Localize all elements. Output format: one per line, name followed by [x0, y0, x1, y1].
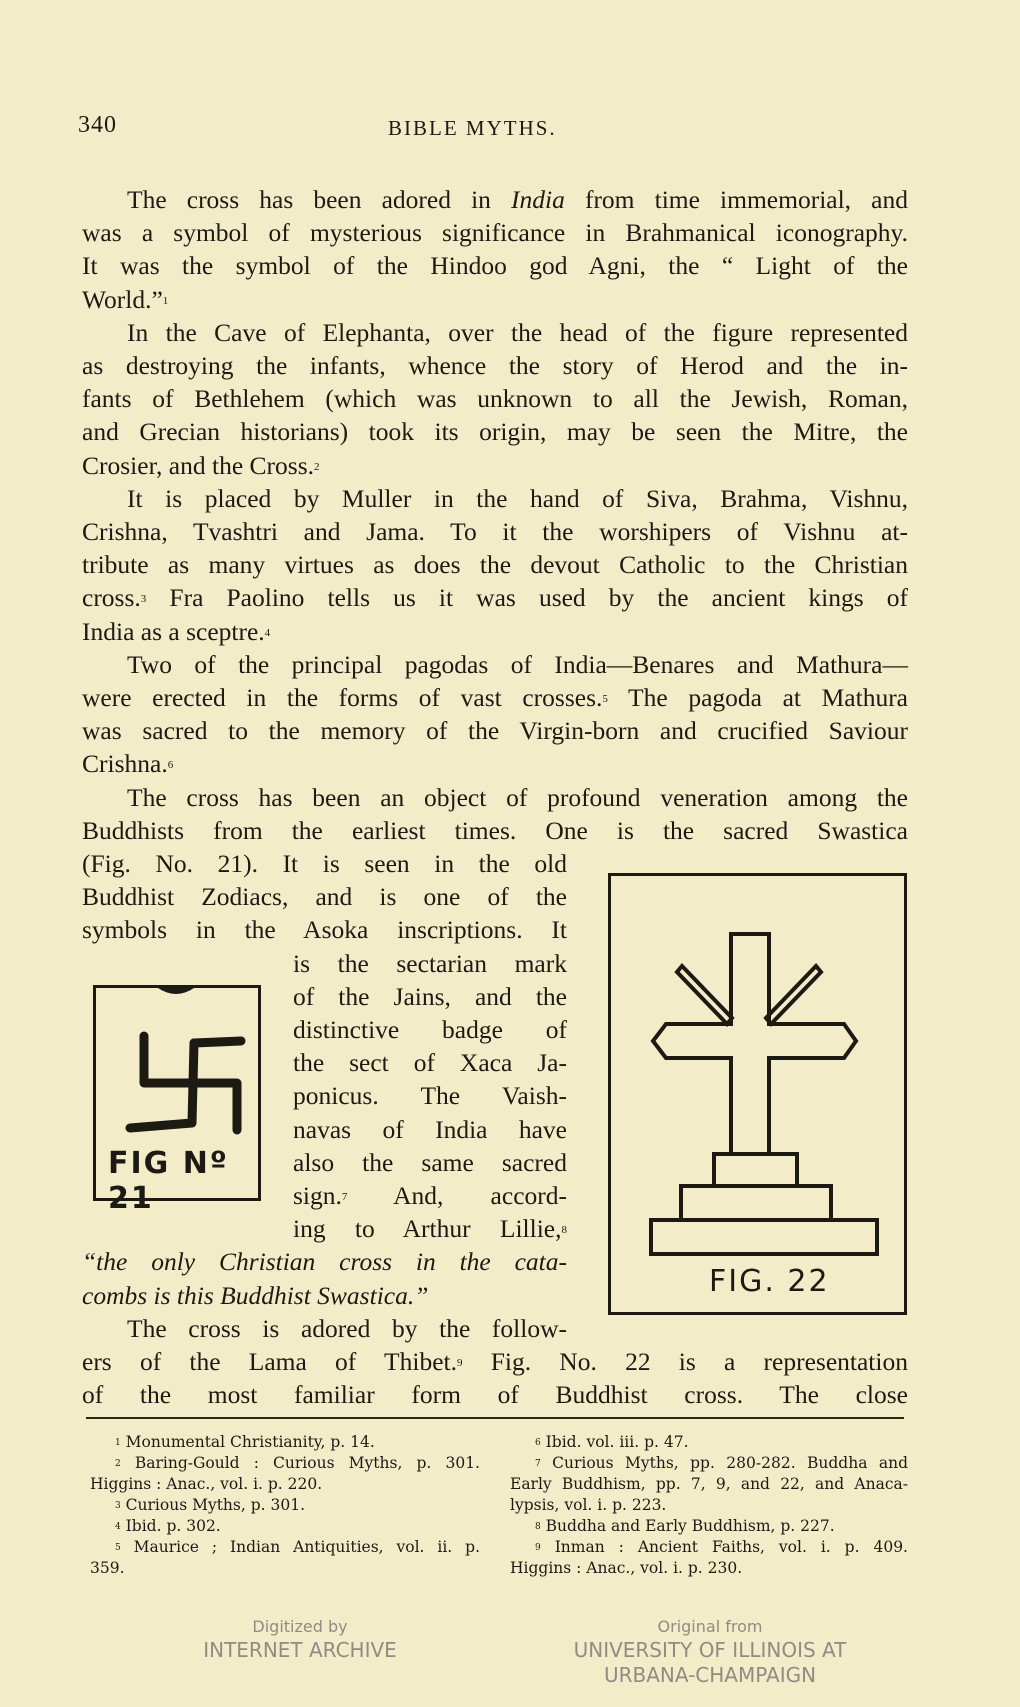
- watermark-internet-archive: INTERNET ARCHIVE: [203, 1638, 397, 1662]
- footnote-line: [90, 1432, 480, 1453]
- text-line: [82, 1279, 567, 1312]
- footnote-line: [510, 1453, 908, 1474]
- line-text: In the Cave of Elephanta, over the head of the figure represented: [127, 317, 908, 347]
- text-line: [82, 1312, 567, 1345]
- text-line: [82, 382, 908, 415]
- text-line: [82, 183, 908, 216]
- text-line: [82, 1245, 567, 1278]
- line-text: fants of Bethlehem (which was unknown to all the Jewish, Roman,: [82, 384, 908, 414]
- footnote-number: 2: [115, 1459, 121, 1469]
- footnote-line: [90, 1516, 480, 1537]
- footnote-rule: [86, 1417, 904, 1419]
- footnote-text: 359.: [90, 1559, 125, 1577]
- line-text: Fra Paolino tells us it was used by the ancient kings of: [146, 583, 908, 613]
- text-line: [293, 980, 567, 1013]
- line-text: The cross has been an object of profound veneration among the: [127, 782, 908, 812]
- emphasis-text: India: [511, 185, 565, 214]
- text-line: [82, 913, 567, 946]
- line-text: as destroying the infants, whence the story of Herod and the in-: [82, 351, 908, 380]
- text-line: [82, 581, 908, 614]
- line-text: sign.: [293, 1181, 342, 1210]
- line-text: navas of India have: [293, 1114, 567, 1144]
- line-text: It is placed by Muller in the hand of Siva, Brahma, Vishnu,: [127, 483, 908, 513]
- line-text: “the only Christian cross in the cata-: [82, 1247, 567, 1277]
- text-line: [82, 714, 908, 747]
- footnote-ref: 1: [162, 294, 169, 307]
- text-line: [82, 681, 908, 714]
- watermark-university-1: UNIVERSITY OF ILLINOIS AT: [573, 1638, 847, 1662]
- swastika-icon: [96, 988, 258, 1138]
- footnote-line: [90, 1537, 480, 1558]
- text-line: [82, 283, 908, 316]
- watermark-original-from: Original from: [657, 1617, 763, 1636]
- footnote-ref: 6: [167, 759, 174, 772]
- footnote-ref: 4: [264, 626, 271, 639]
- footnote-text: Early Buddhism, pp. 7, 9, and 22, and Anaca-: [510, 1475, 908, 1493]
- footnote-number: 6: [535, 1438, 541, 1448]
- footnote-ref: 5: [602, 693, 608, 705]
- line-text: was sacred to the memory of the Virgin-born and crucified Saviour: [82, 716, 908, 746]
- footnote-text: Ibid. p. 302.: [125, 1517, 221, 1535]
- text-line: [82, 781, 908, 814]
- footnote-number: 4: [115, 1522, 121, 1532]
- text-line: [293, 1013, 567, 1046]
- footnote-text: Curious Myths, pp. 280-282. Buddha and: [552, 1454, 908, 1472]
- footnote-line: [90, 1474, 480, 1495]
- line-text: of the most familiar form of Buddhist cross. The close: [82, 1380, 908, 1410]
- text-line: [82, 615, 908, 648]
- figure-22: [608, 873, 907, 1315]
- text-line: [82, 249, 908, 282]
- line-text: is the sectarian mark: [293, 948, 567, 978]
- watermark-digitized: [180, 1616, 420, 1663]
- text-line: [82, 1378, 908, 1411]
- text-line: [293, 1146, 567, 1179]
- line-text: The cross is adored by the follow-: [127, 1313, 567, 1343]
- line-text: World.”: [82, 284, 163, 314]
- text-line: [82, 814, 908, 847]
- text-line: [293, 1179, 567, 1212]
- line-text: And, accord-: [347, 1181, 567, 1210]
- line-text: Crishna.: [82, 749, 168, 779]
- footnote-number: 3: [115, 1501, 121, 1511]
- footnote-line: [510, 1558, 908, 1579]
- footnote-ref: 7: [341, 1191, 348, 1203]
- text-line: [293, 1113, 567, 1146]
- running-title: BIBLE MYTHS.: [388, 116, 557, 140]
- line-text: tribute as many virtues as does the devout Catholic to the Christian: [82, 550, 908, 580]
- footnote-text: Monumental Christianity, p. 14.: [125, 1433, 375, 1451]
- text-line: [293, 1046, 567, 1079]
- footnote-text: Ibid. vol. iii. p. 47.: [545, 1433, 689, 1451]
- footnote-ref: 8: [561, 1224, 567, 1237]
- line-text: the sect of Xaca Ja-: [293, 1048, 567, 1078]
- footnote-ref: 2: [314, 460, 320, 473]
- footnote-ref: 3: [140, 593, 147, 606]
- line-text: (Fig. No. 21). It is seen in the old: [82, 849, 567, 878]
- line-text: combs is this Buddhist Swastica.”: [82, 1280, 429, 1310]
- figure-22-label: FIG. 22: [709, 1264, 830, 1299]
- footnote-line: [90, 1495, 480, 1516]
- footnote-text: lypsis, vol. i. p. 223.: [510, 1496, 667, 1514]
- figure-21-label: FIG Nº 21: [108, 1146, 229, 1216]
- footnote-text: Maurice ; Indian Antiquities, vol. ii. p.: [133, 1538, 480, 1556]
- line-text: Crosier, and the Cross.: [82, 450, 314, 480]
- footnote-text: Inman : Ancient Faiths, vol. i. p. 409.: [554, 1538, 908, 1556]
- text-line: [82, 349, 908, 382]
- footnote-number: 7: [535, 1459, 541, 1469]
- footnote-line: [510, 1516, 908, 1537]
- text-line: [293, 1079, 567, 1112]
- footnote-number: 5: [115, 1543, 121, 1553]
- line-text: were erected in the forms of vast crosses.: [82, 683, 603, 712]
- line-text: The cross has been adored in: [127, 185, 512, 214]
- footnotes-left: [90, 1432, 480, 1579]
- line-text: also the same sacred: [293, 1147, 567, 1177]
- footnotes-right: [510, 1432, 908, 1579]
- footnote-line: [510, 1432, 908, 1453]
- line-text: was a symbol of mysterious significance in Brahmanical iconography.: [82, 218, 908, 248]
- footnote-text: Buddha and Early Buddhism, p. 227.: [545, 1517, 835, 1535]
- line-text: Fig. No. 22 is a representation: [462, 1347, 908, 1376]
- line-text: Crishna, Tvashtri and Jama. To it the worshipers of Vishnu at-: [82, 517, 908, 546]
- text-line: [82, 648, 908, 681]
- footnote-text: Higgins : Anac., vol. i. p. 220.: [90, 1475, 323, 1493]
- footnote-line: [510, 1474, 908, 1495]
- text-line: [82, 482, 908, 515]
- footnote-line: [90, 1453, 480, 1474]
- line-text: It was the symbol of the Hindoo god Agni, the “ Light of the: [82, 251, 908, 281]
- watermark-digitized-by: Digitized by: [252, 1617, 348, 1636]
- text-line: [82, 449, 908, 482]
- line-text: of the Jains, and the: [293, 981, 567, 1011]
- footnote-text: Baring-Gould : Curious Myths, p. 301.: [134, 1454, 480, 1472]
- text-line: [82, 216, 908, 249]
- watermark-original: [560, 1616, 860, 1688]
- line-text: India as a sceptre.: [82, 616, 265, 646]
- text-line: [82, 847, 567, 880]
- text-line: [293, 1212, 567, 1245]
- line-text: Buddhist Zodiacs, and is one of the: [82, 882, 567, 912]
- watermark-university-2: URBANA-CHAMPAIGN: [603, 1663, 817, 1687]
- line-text: ing to Arthur Lillie,: [293, 1214, 562, 1244]
- text-line: [82, 880, 567, 913]
- line-text: Buddhists from the earliest times. One is the sacred Swastica: [82, 815, 908, 845]
- footnote-text: Higgins : Anac., vol. i. p. 230.: [510, 1559, 743, 1577]
- text-line: [82, 747, 908, 780]
- line-text: ponicus. The Vaish-: [293, 1081, 567, 1111]
- buddhist-cross-icon: [611, 876, 904, 1256]
- line-text: Two of the principal pagodas of India—Benares and Mathura—: [127, 649, 908, 679]
- text-line: [82, 1345, 908, 1378]
- figure-21: [93, 985, 261, 1216]
- text-line: [82, 415, 908, 448]
- text-line: [82, 515, 908, 548]
- line-text: The pagoda at Mathura: [607, 683, 909, 712]
- footnote-line: [510, 1537, 908, 1558]
- footnote-text: Curious Myths, p. 301.: [125, 1496, 306, 1514]
- footnote-line: [510, 1495, 908, 1516]
- footnote-ref: 9: [456, 1357, 463, 1369]
- line-text: and Grecian historians) took its origin, may be seen the Mitre, the: [82, 417, 908, 447]
- text-line: [293, 947, 567, 980]
- footnote-number: 9: [535, 1543, 541, 1553]
- footnote-line: [90, 1558, 480, 1579]
- line-text: symbols in the Asoka inscriptions. It: [82, 915, 567, 945]
- line-text: distinctive badge of: [293, 1015, 567, 1044]
- text-line: [82, 316, 908, 349]
- line-text: from time immemorial, and: [564, 185, 908, 214]
- footnote-number: 8: [535, 1522, 541, 1532]
- page-number: 340: [78, 112, 117, 138]
- text-line: [82, 548, 908, 581]
- line-text: ers of the Lama of Thibet.: [82, 1347, 457, 1376]
- footnote-number: 1: [115, 1438, 121, 1448]
- line-text: cross.: [82, 583, 141, 613]
